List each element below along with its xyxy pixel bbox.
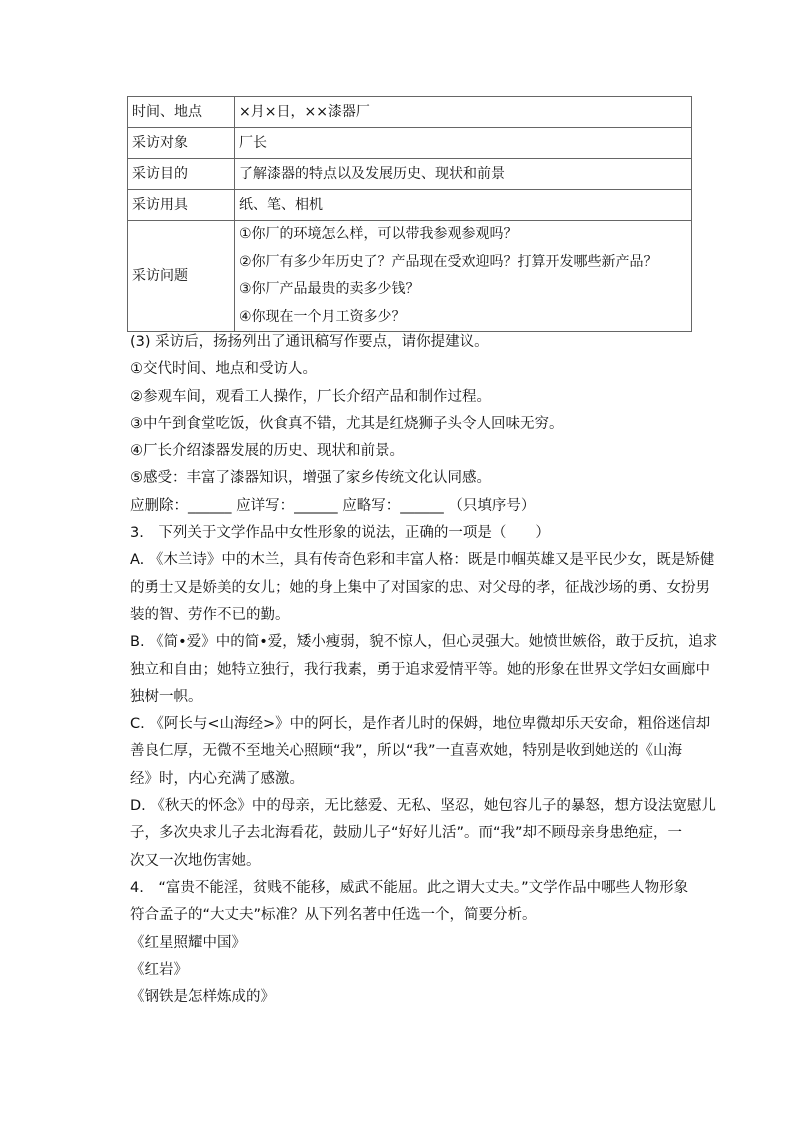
- questions-cell: [235, 221, 692, 332]
- text-line: 《钢铁是怎样炼成的》: [130, 989, 275, 1006]
- text-line: 善良仁厚，无微不至地关心照顾“我”，所以“我”一直喜欢她，特别是收到她送的《山海: [130, 743, 683, 760]
- text-line: 3. 下列关于文学作品中女性形象的说法，正确的一项是（ ）: [130, 525, 550, 542]
- text-line: 独树一帜。: [130, 688, 203, 705]
- text-line: 《红星照耀中国》: [130, 934, 246, 951]
- row-value: 纸、笔、相机: [235, 190, 692, 221]
- question-body-text: [130, 329, 718, 1011]
- text-line: ④厂长介绍漆器发展的历史、现状和前景。: [130, 443, 404, 460]
- text-line: ①交代时间、地点和受访人。: [130, 361, 317, 378]
- row-value: 厂长: [235, 128, 692, 159]
- text-line: 符合孟子的“大丈夫”标准？从下列名著中任选一个，简要分析。: [130, 907, 537, 924]
- table-row: [128, 97, 692, 128]
- question-item: ④你现在一个月工资多少？: [239, 308, 406, 325]
- text-line: ③中午到食堂吃饭，伙食真不错，尤其是红烧狮子头令人回味无穷。: [130, 415, 564, 432]
- text-line: D. 《秋天的怀念》中的母亲，无比慈爱、无私、坚忍，她包容儿子的暴怒，想方设法宽慰儿: [130, 798, 716, 815]
- text-line: 经》时，内心充满了感激。: [130, 770, 304, 787]
- row-label: 时间、地点: [128, 97, 235, 128]
- text-line: C. 《阿长与<山海经>》中的阿长，是作者儿时的保姆，地位卑微却乐天安命，粗俗迷信却: [130, 716, 711, 733]
- text-line: (3) 采访后，扬扬列出了通讯稿写作要点，请你提建议。: [130, 334, 489, 350]
- text-line: 《红岩》: [130, 961, 188, 978]
- text-line: 装的智、劳作不已的勤。: [130, 606, 290, 623]
- interview-plan-table: [127, 96, 692, 332]
- row-label: 采访用具: [128, 190, 235, 221]
- text-line: 独立和自由；她特立独行，我行我素，勇于追求爱情平等。她的形象在世界文学妇女画廊中: [130, 661, 710, 678]
- question-list: [239, 221, 687, 331]
- text-line: 的勇士又是娇美的女儿；她的身上集中了对国家的忠、对父母的孝，征战沙场的勇、女扮男: [130, 579, 710, 596]
- text-line: 子，多次央求儿子去北海看花，鼓励儿子“好好儿活”。而“我”却不顾母亲身患绝症，一: [130, 825, 683, 842]
- row-label: 采访对象: [128, 128, 235, 159]
- text-line: A. 《木兰诗》中的木兰，具有传奇色彩和丰富人格：既是巾帼英雄又是平民少女，既是矫健: [130, 552, 715, 569]
- text-line: ⑤感受：丰富了漆器知识，增强了家乡传统文化认同感。: [130, 470, 491, 487]
- row-label: 采访问题: [128, 221, 235, 332]
- question-item: ②你厂有多少年历史了？产品现在受欢迎吗？打算开发哪些新产品？: [239, 253, 658, 270]
- text-line: 次又一次地伤害她。: [130, 852, 261, 869]
- text-line: ②参观车间，观看工人操作，厂长介绍产品和制作过程。: [130, 388, 491, 405]
- question-item: ①你厂的环境怎么样，可以带我参观参观吗？: [239, 226, 518, 242]
- table-row-questions: [128, 221, 692, 332]
- question-item: ③你厂产品最贵的卖多少钱？: [239, 281, 420, 297]
- table-row: [128, 128, 692, 159]
- table-row: [128, 159, 692, 190]
- text-line: B. 《简•爱》中的简•爱，矮小瘦弱，貌不惊人，但心灵强大。她愤世嫉俗，敢于反抗，追求: [130, 634, 718, 651]
- table-row: [128, 190, 692, 221]
- text-line: 4. “富贵不能淫，贫贱不能移，威武不能屈。此之谓大丈夫。”文学作品中哪些人物形象: [130, 879, 689, 896]
- row-value: 了解漆器的特点以及发展历史、现状和前景: [235, 159, 692, 190]
- row-label: 采访目的: [128, 159, 235, 190]
- text-line: 应删除：______ 应详写：______ 应略写：______ （只填序号）: [130, 497, 536, 514]
- row-value: ×月×日，××漆器厂: [235, 97, 692, 128]
